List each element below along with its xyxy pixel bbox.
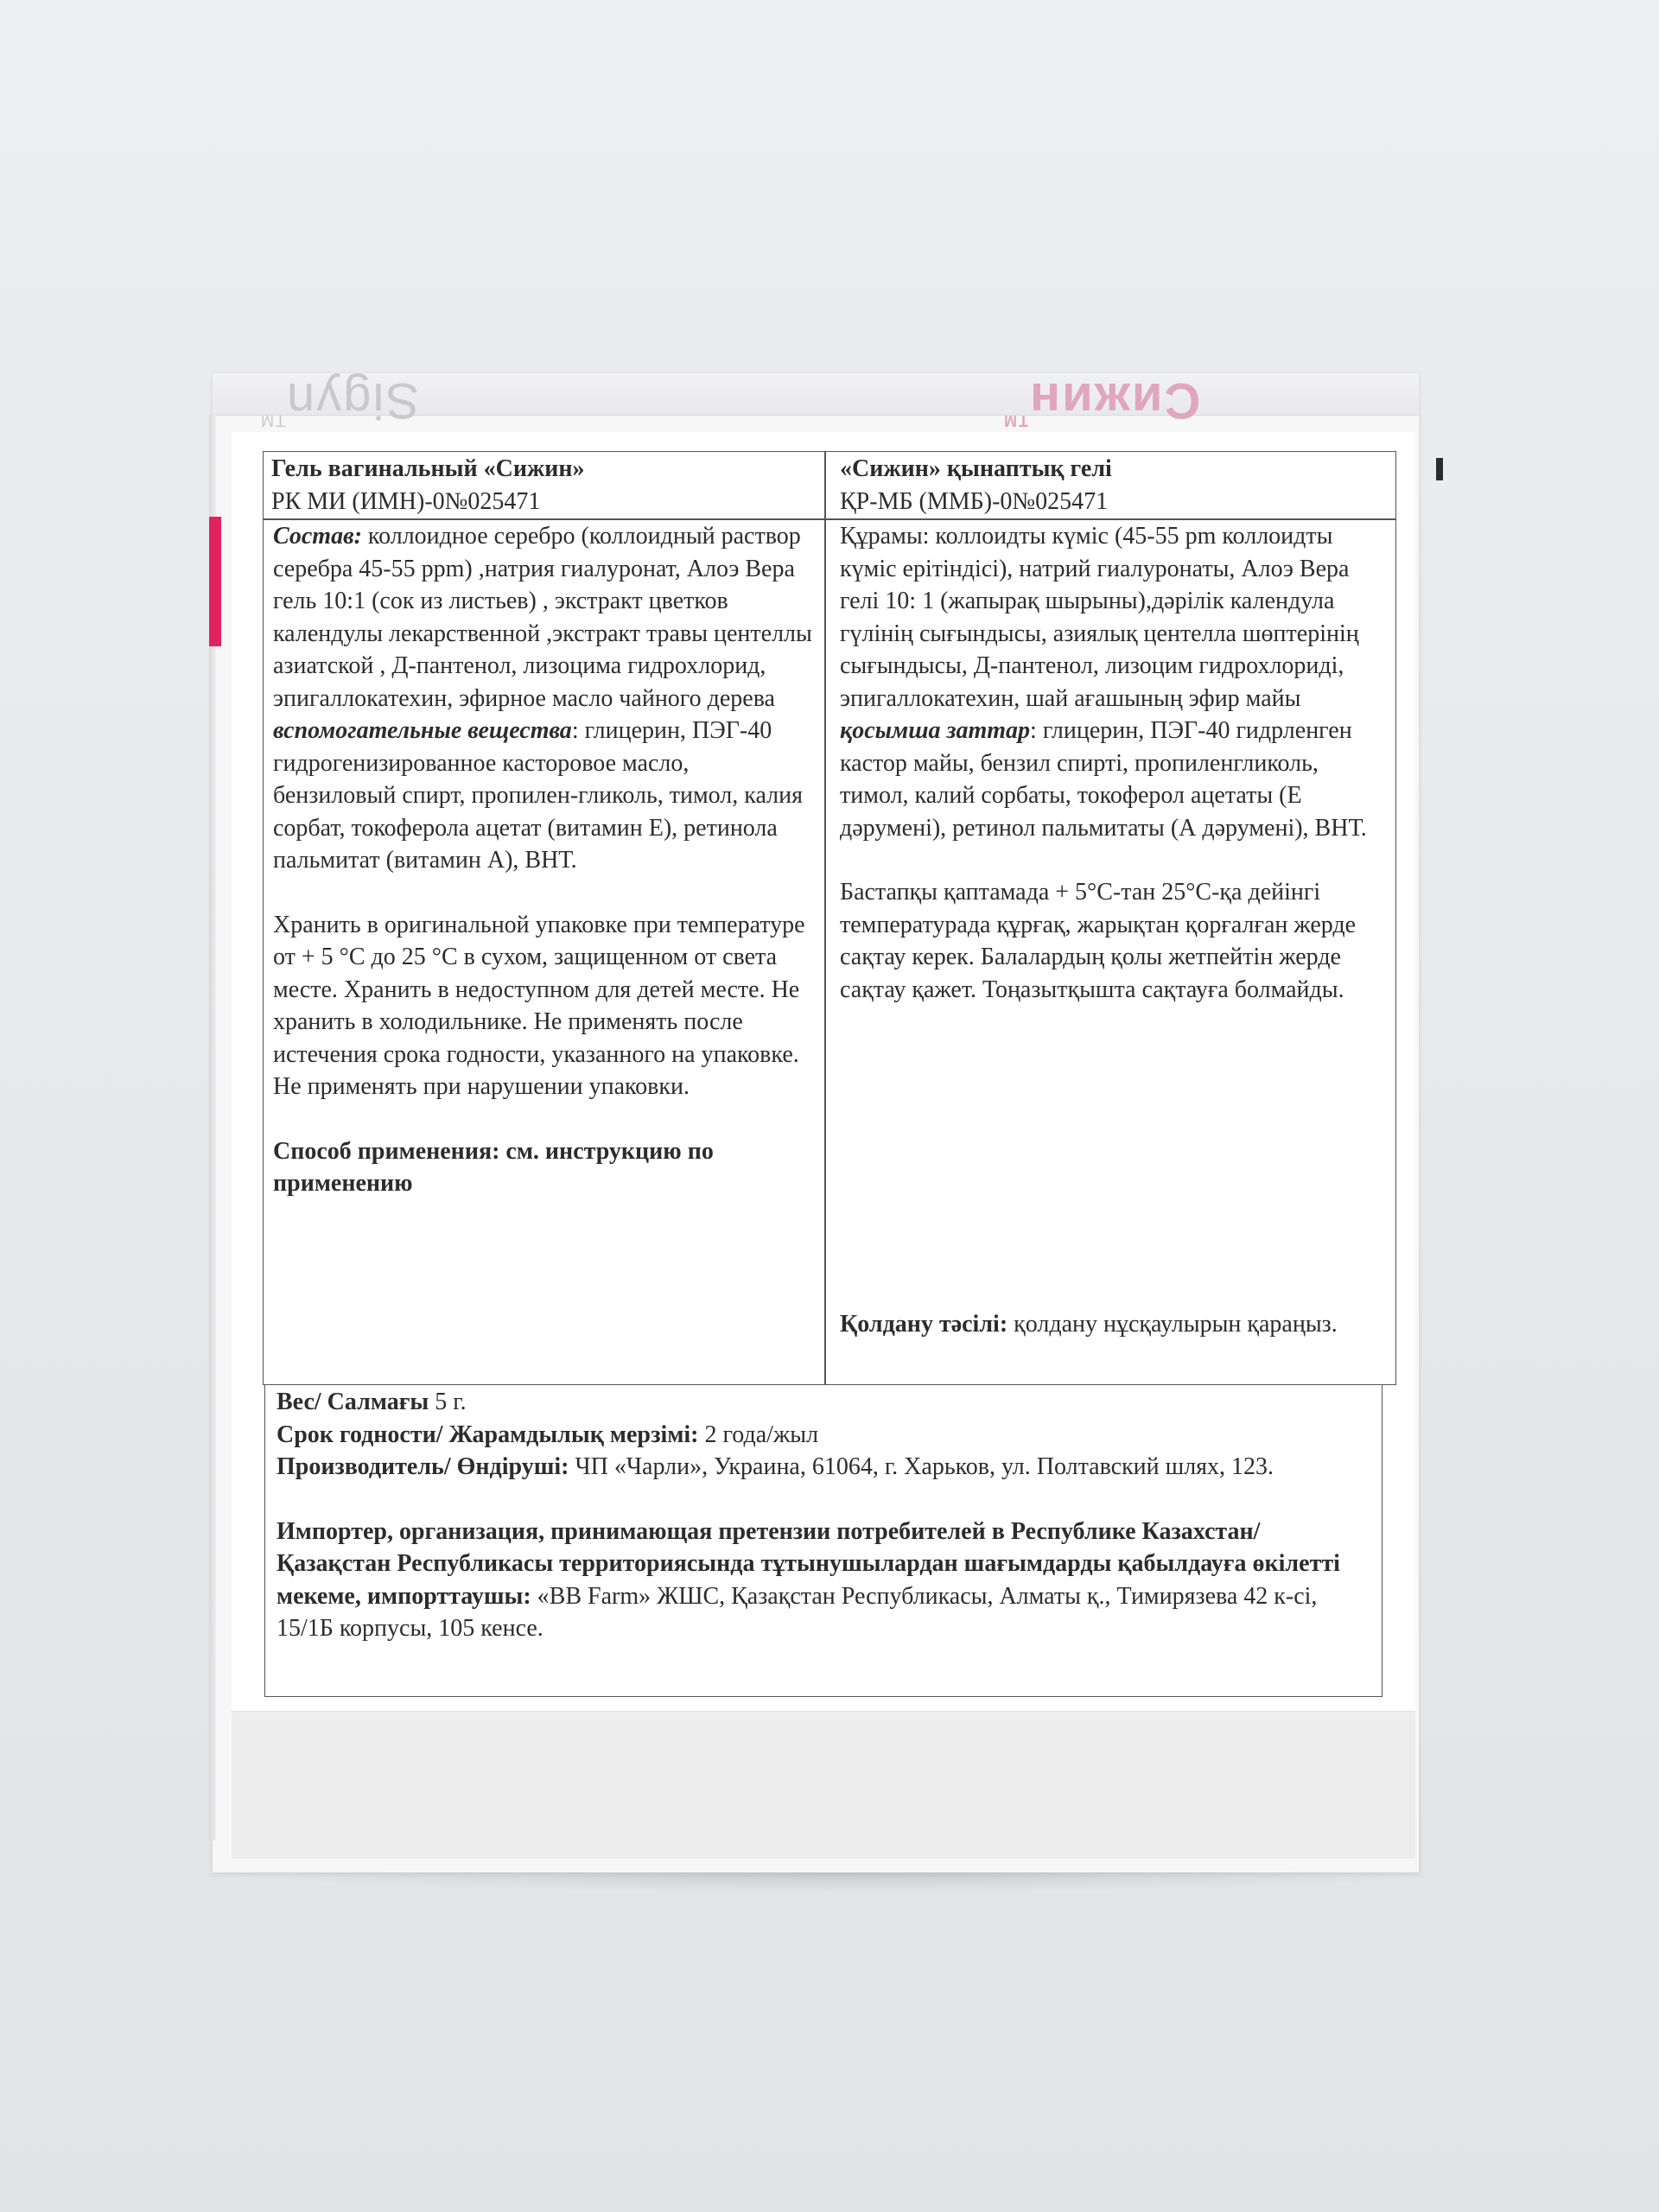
kz-header bbox=[840, 453, 1384, 518]
ru-body bbox=[273, 520, 817, 1200]
ru-header bbox=[271, 453, 816, 518]
kz-reg-number: ҚР-МБ (ММБ)-0№025471 bbox=[840, 487, 1109, 515]
logo-sizhin: Сижин™ bbox=[1002, 372, 1201, 429]
ru-title: Гель вагинальный «Сижин» bbox=[271, 455, 585, 482]
logo-sigyn: Sigyn™ bbox=[259, 372, 420, 429]
kz-composition: Құрамы: коллоидты күміс (45-55 pm коллоидты күміс ерітіндісі), натрий гиалуронаты, Алоэ Вера гелі 10: 1 (жапырақ шырыны),дәрілік календула гүлінің сығындысы, азиялық центелла шөптерінің сығындысы, Д-пантенол, лизоцим гидрохлориді, эпигаллокатехин, шай ағашының эфир майы bbox=[840, 523, 1359, 712]
ru-reg-number: РК МИ (ИМН)-0№025471 bbox=[271, 487, 541, 515]
manufacturer-line: Производитель/ Өндіруші: ЧП «Чарли», Украина, 61064, г. Харьков, ул. Полтавский шлях, 123. bbox=[276, 1453, 1274, 1480]
weight-line: Вес/ Салмағы 5 г. bbox=[276, 1389, 467, 1415]
kz-excipients: қосымша заттар: глицерин, ПЭГ-40 гидрленген кастор майы, бензил спирті, пропиленгликоль, тимол, калий сорбаты, токоферол ацетаты (Е дәрумені), ретинол пальмитаты (А дәрумені), ВНТ. bbox=[840, 717, 1367, 842]
kz-title: «Сижин» қынаптық гелі bbox=[840, 455, 1112, 482]
box-tab bbox=[1436, 458, 1443, 480]
ru-storage: Хранить в оригинальной упаковке при температуре от + 5 °С до 25 °С в сухом, защищенном от света месте. Хранить в недоступном для детей месте. Не хранить в холодильнике. Не применять после истечения срока годности, указанного на упаковке. Не применять при нарушении упаковки. bbox=[273, 911, 805, 1100]
pink-accent-strip bbox=[209, 517, 221, 646]
ru-composition: Состав: коллоидное серебро (коллоидный раствор серебра 45-55 ppm) ,натрия гиалуронат, Алоэ Вера гель 10:1 (сок из листьев) , экстракт цветков календулы лекарственной ,экстракт травы центеллы азиатской , Д-пантенол, лизоцима гидрохлорид, эпигаллокатехин, эфирное масло чайного дерева bbox=[273, 523, 812, 712]
details-text bbox=[276, 1386, 1374, 1645]
ru-excipients: вспомогательные вещества: глицерин, ПЭГ-40 гидрогенизированное касторовое масло, бензиловый спирт, пропилен-гликоль, тимол, калия сорбат, токоферола ацетат (витамин Е), ретинола пальмитат (витамин А), ВНТ. bbox=[273, 717, 803, 874]
kz-body bbox=[840, 520, 1382, 1006]
ru-usage: Способ применения: см. инструкцию по применению bbox=[273, 1137, 714, 1197]
kz-storage: Бастапқы қаптамада + 5°С-тан 25°С-қа дейінгі температурада құрғақ, жарықтан қорғалған жерде сақтау керек. Балалардың қолы жетпейтін жерде сақтау қажет. Тоңазытқышта сақтауға болмайды. bbox=[840, 879, 1357, 1003]
kz-usage: Қолдану тәсілі: қолдану нұсқаулырын қараңыз. bbox=[840, 1311, 1338, 1338]
box-bottom-panel bbox=[232, 1711, 1415, 1859]
column-divider bbox=[824, 451, 826, 1385]
shelf-life-line: Срок годности/ Жарамдылық мерзімі: 2 года/жыл bbox=[276, 1421, 819, 1448]
importer-line: Импортер, организация, принимающая претензии потребителей в Республике Казахстан/ Қазақстан Республикасы территориясында тұтынушылардан шағымдарды қабылдауға өкілетті мекеме, импорттаушы: «BB Farm» ЖШС, Қазақстан Республикасы, Алматы қ., Тимирязева 42 к-сі, 15/1Б корпусы, 105 кенсе. bbox=[276, 1517, 1340, 1642]
